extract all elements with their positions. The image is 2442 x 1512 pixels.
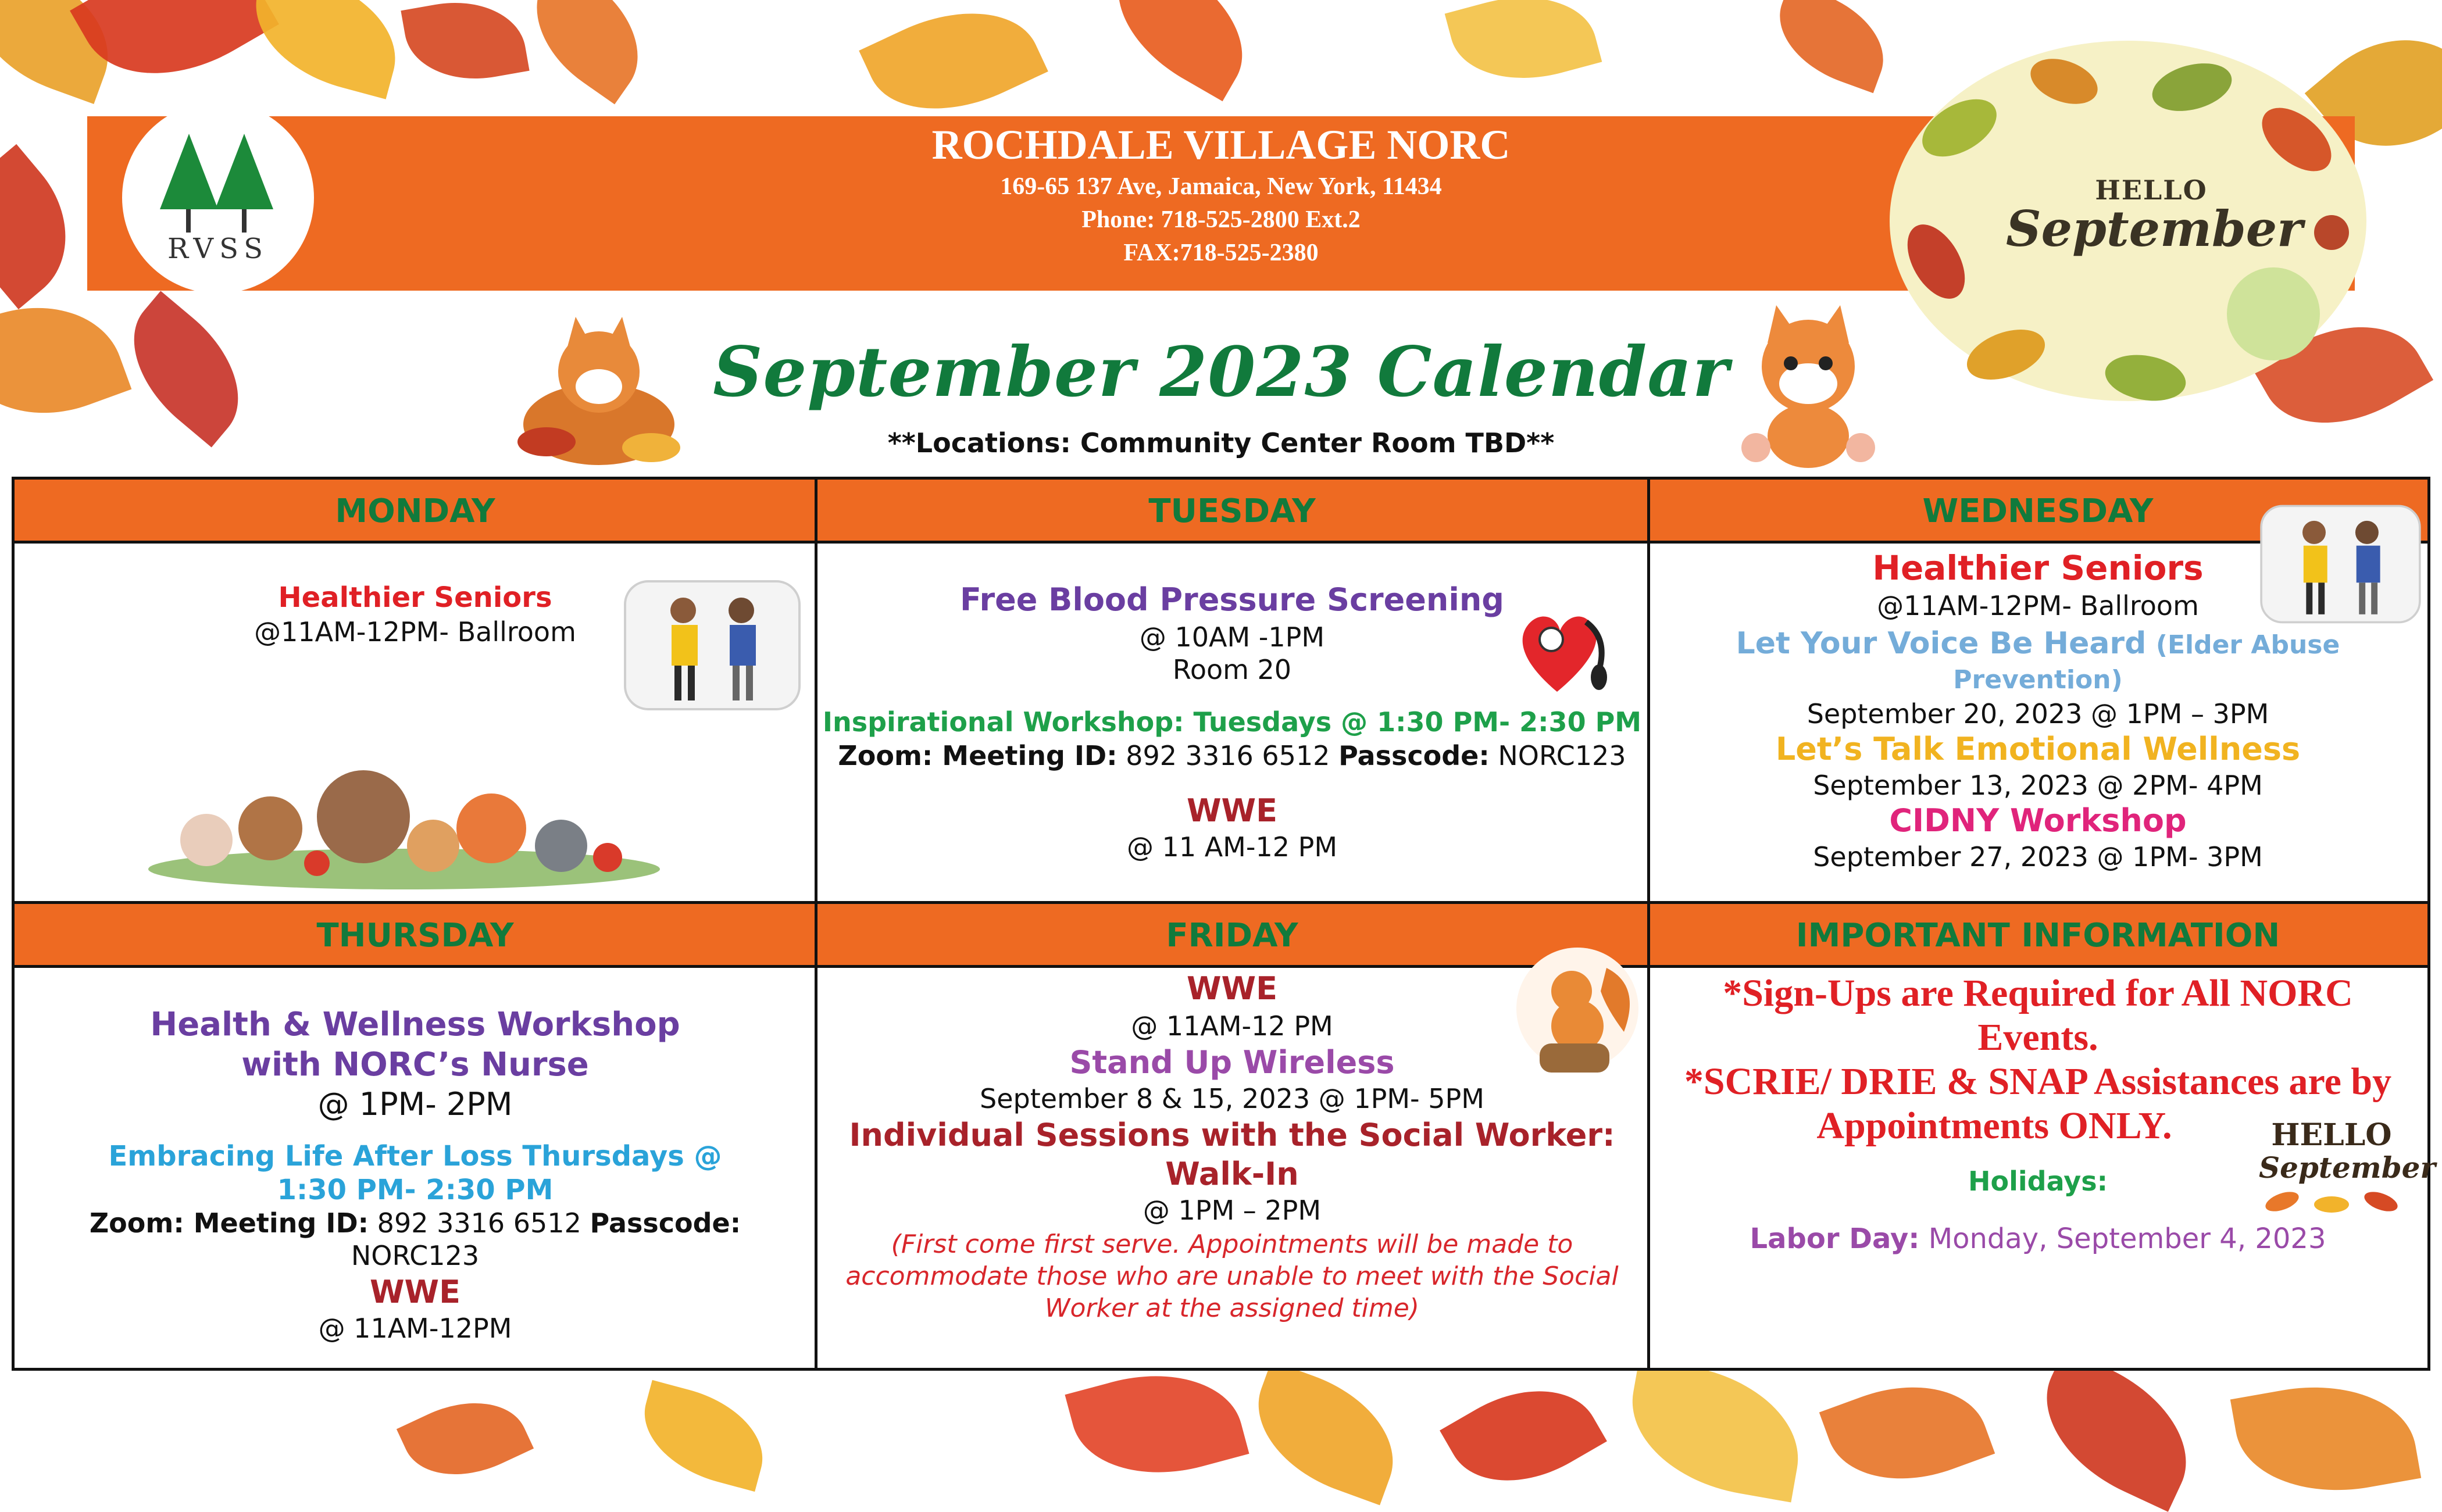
wednesday-event4-time: September 27, 2023 @ 1PM- 3PM (1813, 841, 2263, 873)
monday-cell (15, 544, 816, 901)
sticker-september: September (2259, 1150, 2436, 1185)
zoom-label: Zoom: Meeting ID: (89, 1207, 369, 1239)
hello-september-sticker (2259, 1117, 2436, 1229)
pine-trees-icon (157, 128, 279, 233)
squirrel-illustration (1508, 945, 1647, 1084)
zoom-label: Zoom: Meeting ID: (838, 740, 1118, 771)
thursday-event3-time: @ 11AM-12PM (318, 1313, 512, 1344)
friday-event2-time: September 8 & 15, 2023 @ 1PM- 5PM (980, 1083, 1484, 1114)
friday-header: FRIDAY (816, 901, 1648, 968)
tuesday-event1-title: Free Blood Pressure Screening (960, 581, 1504, 618)
zoom-passcode: NORC123 (1498, 740, 1626, 771)
thursday-event2-title: Embracing Life After Loss Thursdays @ (108, 1140, 722, 1173)
wednesday-event2-heading (1648, 626, 2427, 696)
thursday-header: THURSDAY (15, 901, 816, 968)
september-label: September (2006, 200, 2303, 258)
zoom-meeting-id: 892 3316 6512 (1126, 740, 1330, 771)
passcode-label: Passcode: (1338, 740, 1490, 771)
forest-animals-illustration (142, 741, 666, 892)
thursday-event1-title-2: with NORC’s Nurse (241, 1046, 589, 1084)
friday-event1-title: WWE (1186, 970, 1277, 1007)
tuesday-event3-title: WWE (1186, 792, 1277, 829)
logo-text: RVSS (167, 233, 269, 265)
friday-note-line1: (First come first serve. Appointments will be made to (891, 1229, 1573, 1259)
blood-pressure-heart-icon (1516, 605, 1615, 698)
tuesday-zoom-info (816, 740, 1648, 771)
tuesday-cell (816, 544, 1648, 901)
wednesday-event2-time: September 20, 2023 @ 1PM – 3PM (1806, 698, 2269, 730)
tuesday-header: TUESDAY (816, 480, 1648, 544)
zoom-passcode: NORC123 (351, 1240, 480, 1271)
signup-notice: *Sign-Ups are Required for All NORC (1723, 972, 2353, 1014)
friday-note-line3: Worker at the assigned time) (1045, 1293, 1419, 1323)
passcode-label: Passcode: (590, 1207, 741, 1239)
friday-note-line2: accommodate those who are unable to meet with the Social (845, 1261, 1619, 1291)
sticker-leaves-icon (2259, 1184, 2404, 1219)
sticker-hello: HELLO (2271, 1117, 2392, 1153)
seniors-exercising-icon (2256, 497, 2430, 637)
thursday-event1-title: Health & Wellness Workshop (150, 1006, 680, 1043)
thursday-event3-title: WWE (369, 1274, 460, 1310)
friday-event2-title: Stand Up Wireless (1069, 1044, 1395, 1081)
tuesday-event2-title: Inspirational Workshop: Tuesdays @ 1:30 PM- 2:30 PM (822, 706, 1642, 738)
wednesday-event2-title: Let Your Voice Be Heard (1736, 626, 2147, 661)
wednesday-event1-title: Healthier Seniors (1872, 548, 2204, 588)
friday-event3-title: Individual Sessions with the Social Worker: (849, 1117, 1615, 1153)
wednesday-event3-time: September 13, 2023 @ 2PM- 4PM (1813, 770, 2263, 801)
monday-header: MONDAY (15, 480, 816, 544)
labor-day-date: Monday, September 4, 2023 (1928, 1223, 2326, 1255)
calendar-grid (12, 477, 2436, 1371)
wednesday-event2-note: (Elder Abuse Prevention) (1953, 630, 2340, 695)
wednesday-event1-time: @11AM-12PM- Ballroom (1877, 590, 2199, 621)
friday-cell (816, 968, 1648, 1369)
tuesday-event1-room: Room 20 (1172, 654, 1292, 685)
organization-info (727, 119, 1715, 270)
friday-event3-title-2: Walk-In (1165, 1156, 1299, 1192)
zoom-meeting-id: 892 3316 6512 (377, 1207, 581, 1239)
tuesday-event1-time: @ 10AM -1PM (1139, 621, 1325, 653)
seniors-exercising-icon (619, 576, 811, 721)
hello-september-text (2006, 174, 2303, 258)
appointment-notice-line2: Appointments ONLY. (1816, 1104, 2172, 1147)
friday-event3-time: @ 1PM – 2PM (1143, 1195, 1322, 1226)
rvss-logo (122, 102, 314, 294)
location-subtitle: **Locations: Community Center Room TBD** (887, 427, 1555, 459)
thursday-event1-time: @ 1PM- 2PM (317, 1086, 513, 1123)
important-information-cell (1648, 968, 2436, 1369)
signup-notice-line2: Events. (1977, 1016, 2098, 1059)
organization-phone: Phone: 718-525-2800 Ext.2 (1081, 206, 1361, 233)
thursday-cell (15, 968, 816, 1369)
wednesday-event4-title: CIDNY Workshop (1889, 802, 2187, 839)
tuesday-event3-time: @ 11 AM-12 PM (1126, 831, 1338, 863)
holidays-label: Holidays: (1968, 1166, 2108, 1197)
hello-label: HELLO (2095, 174, 2208, 206)
monday-event-time: @11AM-12PM- Ballroom (254, 616, 576, 648)
labor-day-label: Labor Day: (1750, 1223, 1920, 1255)
wednesday-event3-title: Let’s Talk Emotional Wellness (1775, 731, 2301, 767)
monday-event-title: Healthier Seniors (278, 581, 552, 614)
page-title: September 2023 Calendar (713, 331, 1729, 412)
appointment-notice: *SCRIE/ DRIE & SNAP Assistances are by (1684, 1060, 2392, 1103)
friday-event1-time: @ 11AM-12 PM (1131, 1010, 1333, 1042)
thursday-zoom-info (15, 1207, 816, 1239)
organization-fax: FAX:718-525-2380 (1123, 240, 1319, 266)
wednesday-header: WEDNESDAY (1648, 480, 2427, 544)
organization-address: 169-65 137 Ave, Jamaica, New York, 11434 (1000, 173, 1442, 200)
important-information-header: IMPORTANT INFORMATION (1648, 901, 2427, 968)
thursday-event2-title-2: 1:30 PM- 2:30 PM (277, 1174, 554, 1206)
organization-name: ROCHDALE VILLAGE NORC (931, 121, 1511, 168)
